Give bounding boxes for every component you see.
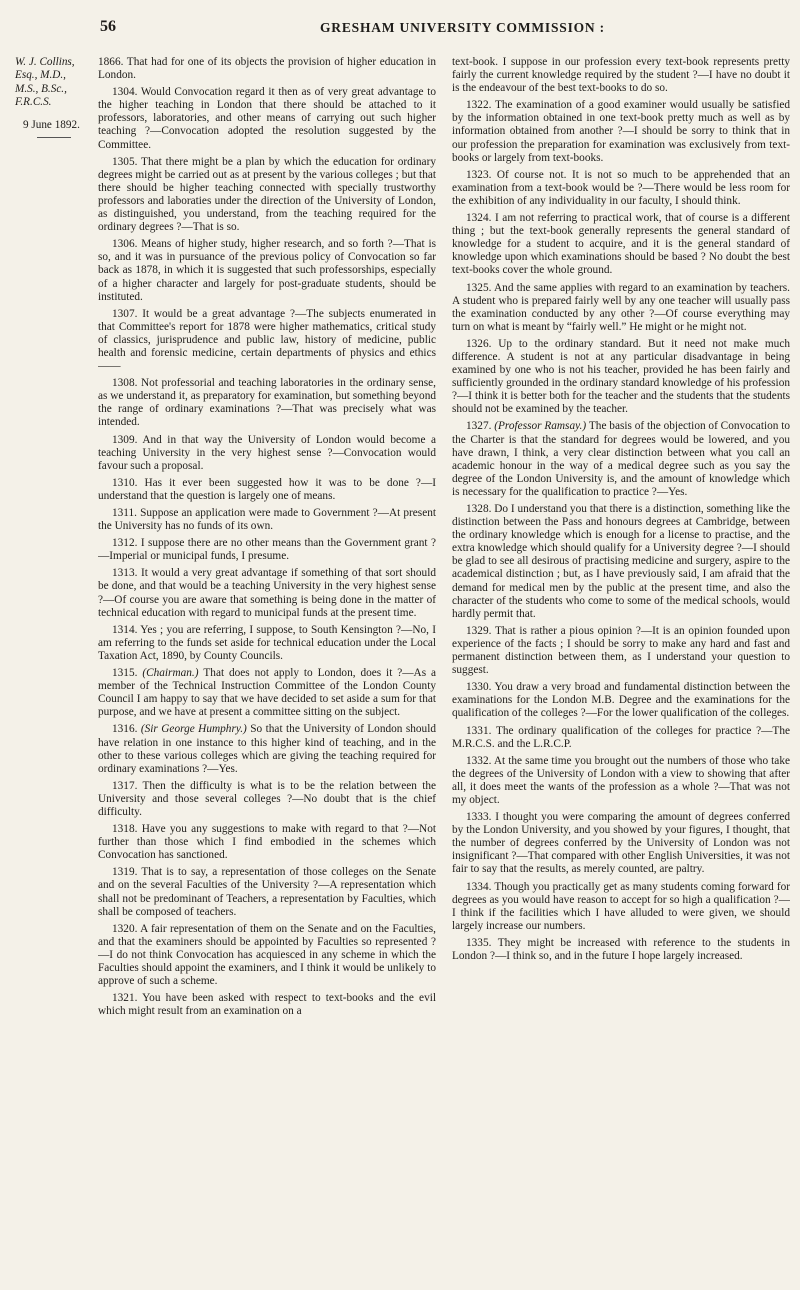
question-number: 1316. xyxy=(112,723,141,736)
paragraph-text: That is rather a pious opinion ?—It is an opinion founded upon experience of the facts ; I should be sorry to make any hard and fast and permanent distinction between them, as I understand your question to suggest. xyxy=(452,624,790,677)
witness-degrees-line: F.R.C.S. xyxy=(15,96,52,109)
question-number: 1307. xyxy=(112,307,143,320)
paragraph-text: I am not referring to practical work, that of course is a different thing ; but the text-book generally represents the general standard of knowledge for a student to acquire, and it is the general standard of knowledge upon which examinations should be based ? No doubt the best text-books cover the whole ground. xyxy=(452,212,790,277)
witness-name-line: W. J. Collins, xyxy=(15,56,75,68)
page-number: 56 xyxy=(100,18,116,35)
question-number: 1320. xyxy=(112,922,141,935)
paragraph-text: A fair representation of them on the Senate and on the Faculties, and that the examiners should be appointed by Faculties so represented ?—I do not think Convocation has acquiesced in any scheme in which the Faculties should appoint the examiners, and I think it would be unlikely to approve of such a scheme. xyxy=(98,922,436,988)
question-number: 1335. xyxy=(466,936,498,949)
question-number: 1314. xyxy=(112,623,141,636)
running-title: GRESHAM UNIVERSITY COMMISSION : xyxy=(320,20,605,35)
qa-paragraph xyxy=(452,420,790,499)
paragraph-text: At the same time you brought out the numbers of those who take the degrees of the University of London with a view to showing that after all, it does meet the wants of the profession as a whole ?—That was not my object. xyxy=(452,754,790,806)
paragraph-text: Of course not. It is not so much to be apprehended that an examination from a text-book would be ?—There would be less room for the exhibition of any individuality in our faculty, I should think. xyxy=(452,168,790,207)
qa-paragraph xyxy=(98,923,436,988)
qa-paragraph xyxy=(452,681,790,720)
question-number: 1306. xyxy=(112,238,142,251)
paragraph-text: That is to say, a representation of those colleges on the Senate and on the several Faculties of the University ?—A representation which shall not be predominant of Teachers, a representation by Faculties, which shall be composed of teachers. xyxy=(98,866,436,918)
qa-paragraph xyxy=(98,866,436,918)
question-number: 1311. xyxy=(112,507,141,519)
paragraph-text: It would a very great advantage if something of that sort should be done, and that would be a teaching University in the very highest sense ?—Of course you are aware that something is being done in the matter of technical education with regard to municipal funds at the present time. xyxy=(98,567,436,619)
qa-paragraph xyxy=(98,56,436,82)
paragraph-text: Up to the ordinary standard. But it need not make much difference. A student is not at any particular disadvantage in being examined by one who is not his teacher, provided he has been fairly and sufficiently grounded in the ordinary standard knowledge of his profession ?—I think it is better both for the teacher and the students that the students should not be examined by the teacher. xyxy=(452,337,790,416)
qa-paragraph xyxy=(98,823,436,862)
qa-paragraph xyxy=(98,992,436,1018)
question-number: 1322. xyxy=(466,99,495,112)
question-number: 1332. xyxy=(466,754,494,767)
page-header xyxy=(0,18,800,44)
qa-paragraph xyxy=(98,507,436,533)
question-number: 1305. xyxy=(112,155,142,168)
paragraph-text: Yes ; you are referring, I suppose, to South Kensington ?—No, I am referring to the funds set aside for technical education under the Local Taxation Act, 1890, by County Councils. xyxy=(98,623,436,662)
paragraph-text: I thought you were comparing the amount of degrees conferred by the London University, and you showed by your figures, I thought, that the number of degrees conferred by the University of London was not insignificant ?—That compared with other English Universities, it was not fair to say that the results, as merely counted, are paltry. xyxy=(452,811,790,876)
question-number: 1334. xyxy=(466,880,495,893)
margin-date: 9 June 1892. xyxy=(23,118,80,131)
qa-paragraph xyxy=(98,377,436,429)
question-number: 1333. xyxy=(466,811,496,824)
paragraph-text: That does not apply to London, does it ?—As a member of the Technical Instruction Committee of the London County Council I am happy to say that we have decided to set aside a sum for that purpose, and we have at present a committee sitting on the subject. xyxy=(98,667,436,719)
speaker-name: (Sir George Humphry.) xyxy=(140,723,251,736)
paragraph-text: And the same applies with regard to an examination by teachers. A student who is prepared fairly well by any one teacher will usually pass the examination conducted by any other ?—Of course everything may turn on what is meant by “fairly well.” He might or he might not. xyxy=(452,281,790,333)
paragraph-text: Though you practically get as many students coming forward for degrees as you would have reason to accept for so high a qualification ?—I think if the facilities which I have alluded to were given, we should largely increase our numbers. xyxy=(452,880,790,932)
speaker-name: (Chairman.) xyxy=(142,667,204,680)
qa-paragraph xyxy=(98,537,436,563)
qa-paragraph xyxy=(452,725,790,751)
question-number: 1317. xyxy=(112,779,143,792)
qa-paragraph xyxy=(452,99,790,164)
paragraph-text: Do I understand you that there is a distinction, something like the distinction between the Pass and honours degrees at Cambridge, between the ordinary knowledge which is enough for a license to practise, and the extra knowledge which should qualify for a University degree ?—I should be glad to see all desirous of practising medicine and surgery, aspire to the academical distinction ; but, as I have previously said, I am afraid that the demand for medical men by the public at the present time, and also the character of the students who come to some of the medical schools, would hardly permit that. xyxy=(452,503,790,620)
speaker-name: (Professor Ramsay.) xyxy=(494,420,589,433)
witness-degrees-line: Esq., M.D., xyxy=(15,69,66,82)
paragraph-text: So that the University of London should have relation in one instance to this higher kind of teaching, and in the other to these various colleges which are giving the teaching required for ordinary examinations ?—Yes. xyxy=(98,723,436,775)
qa-paragraph xyxy=(98,477,436,503)
qa-paragraph xyxy=(98,723,436,775)
question-number: 1328. xyxy=(466,503,495,515)
paragraph-text: Have you any suggestions to make with regard to that ?—Not further than those which I find embodied in the schemes which Convocation has sanctioned. xyxy=(98,823,436,862)
paragraph-text: Has it ever been suggested how it was to be done ?—I understand that the question is largely one of means. xyxy=(98,476,436,502)
qa-paragraph xyxy=(98,86,436,151)
qa-paragraph xyxy=(98,667,436,719)
qa-paragraph xyxy=(98,567,436,619)
qa-paragraph xyxy=(98,238,436,303)
question-number: 1310. xyxy=(112,476,145,489)
paragraph-text: Would Convocation regard it then as of very great advantage to the higher teaching in London that there should be attached to it professors, laboratories, and other means of carrying out such higher teaching ?—Convocation adopted the resolution suggested by the Committee. xyxy=(98,86,436,151)
paragraph-text: Then the difficulty is what is to be the relation between the University and those several colleges ?—No doubt that is the chief difficulty. xyxy=(98,779,436,818)
question-number: 1313. xyxy=(112,567,141,580)
question-number: 1308. xyxy=(112,377,142,390)
qa-paragraph xyxy=(452,282,790,334)
question-number: 1329. xyxy=(466,624,495,637)
qa-paragraph xyxy=(452,811,790,876)
question-number: 1327. xyxy=(466,420,495,433)
paragraph-text: 1866. That had for one of its objects the provision of higher education in London. xyxy=(98,56,436,82)
qa-paragraph xyxy=(452,169,790,208)
question-number: 1326. xyxy=(466,337,499,350)
question-number: 1321. xyxy=(112,992,143,1005)
question-number: 1330. xyxy=(466,681,495,694)
margin-rule xyxy=(37,137,71,138)
paragraph-text: You draw a very broad and fundamental distinction between the examinations for the London M.B. Degree and the examinations for the qualification of the colleges ?—For the lower qualification of the colleges. xyxy=(452,681,790,720)
qa-paragraph xyxy=(98,308,436,373)
paragraph-text: That there might be a plan by which the education for ordinary degrees might be carried out as at present by the various colleges ; but that there should be higher teaching connected with specially trustworthy professors and laboraties under the direction of the University of London, as distinguished, you understand, from the teaching required for the ordinary degrees ?—That is so. xyxy=(98,155,436,234)
paragraph-text: They might be increased with reference to the students in London ?—I think so, and in the future I hope largely increased. xyxy=(452,936,790,962)
question-number: 1324. xyxy=(466,212,495,225)
qa-paragraph xyxy=(452,937,790,963)
qa-paragraph xyxy=(98,624,436,663)
qa-paragraph xyxy=(98,156,436,235)
qa-paragraph xyxy=(452,338,790,417)
witness-degrees-line: M.S., B.Sc., xyxy=(15,82,67,95)
paragraph-text: The ordinary qualification of the colleges for practice ?—The M.R.C.S. and the L.R.C.P. xyxy=(452,724,790,750)
paragraph-text: text-book. I suppose in our profession every text-book represents pretty fairly the current knowledge required by the student ?—I have no doubt it is the endeavour of the best text-books to do so. xyxy=(452,56,790,95)
left-column xyxy=(98,56,436,1281)
question-number: 1304. xyxy=(112,86,141,99)
paragraph-text: Means of higher study, higher research, and so forth ?—That is so, and it was in pursuance of the previous policy of Convocation so far back as 1878, in which it is suggested that such professorships, especially of a higher character and largely for post-graduate students, should be instituted. xyxy=(98,238,436,303)
paragraph-text: It would be a great advantage ?—The subjects enumerated in that Committee's report for 1878 were higher mathematics, critical study of classics, jurisprudence and public law, history of medicine, public health and forensic medicine, certain departments of physics and ethics—— xyxy=(98,307,436,373)
question-number: 1331. xyxy=(466,724,496,737)
question-number: 1319. xyxy=(112,866,142,879)
qa-paragraph xyxy=(452,625,790,677)
question-number: 1312. xyxy=(112,537,141,550)
paragraph-text: The basis of the objection of Convocation to the Charter is that the standard for degrees would be lowered, and you have drawn, I think, a very clear distinction between what you call an academic honour in the way of a medical degree such as you say the degree of the London University is, and the amount of knowledge which is necessary for the qualification to practice ?—Yes. xyxy=(452,420,790,498)
question-number: 1323. xyxy=(466,168,497,181)
question-number: 1325. xyxy=(466,281,495,294)
margin-note xyxy=(15,56,95,138)
question-number: 1309. xyxy=(112,433,143,446)
qa-paragraph xyxy=(452,503,790,621)
paragraph-text: I suppose there are no other means than the Government grant ?—Imperial or municipal funds, I presume. xyxy=(98,537,436,563)
question-number: 1315. xyxy=(112,667,143,680)
qa-paragraph xyxy=(452,755,790,807)
paragraph-text: You have been asked with respect to text-books and the evil which might result from an examination on a xyxy=(98,992,436,1018)
qa-paragraph xyxy=(98,434,436,473)
question-number: 1318. xyxy=(112,823,142,836)
right-column xyxy=(452,56,790,1281)
paragraph-text: The examination of a good examiner would usually be satisfied by the information obtained in one text-book pretty much as well as by information obtained from another ?—I should be sorry to think that in our profession the preparation for examination was exclusively from text-books or largely from text-books. xyxy=(452,99,790,164)
qa-paragraph xyxy=(452,56,790,95)
paragraph-text: And in that way the University of London would become a teaching University in the very highest sense ?—Convocation would favour such a proposal. xyxy=(98,433,436,472)
paragraph-text: Not professorial and teaching laboratories in the ordinary sense, as we understand it, as preparatory for examination, but something beyond the range of ordinary examinations ?—That was precisely what was intended. xyxy=(98,377,436,429)
paragraph-text: Suppose an application were made to Government ?—At present the University has no funds of its own. xyxy=(98,507,436,533)
qa-paragraph xyxy=(98,780,436,819)
qa-paragraph xyxy=(452,881,790,933)
qa-paragraph xyxy=(452,212,790,277)
